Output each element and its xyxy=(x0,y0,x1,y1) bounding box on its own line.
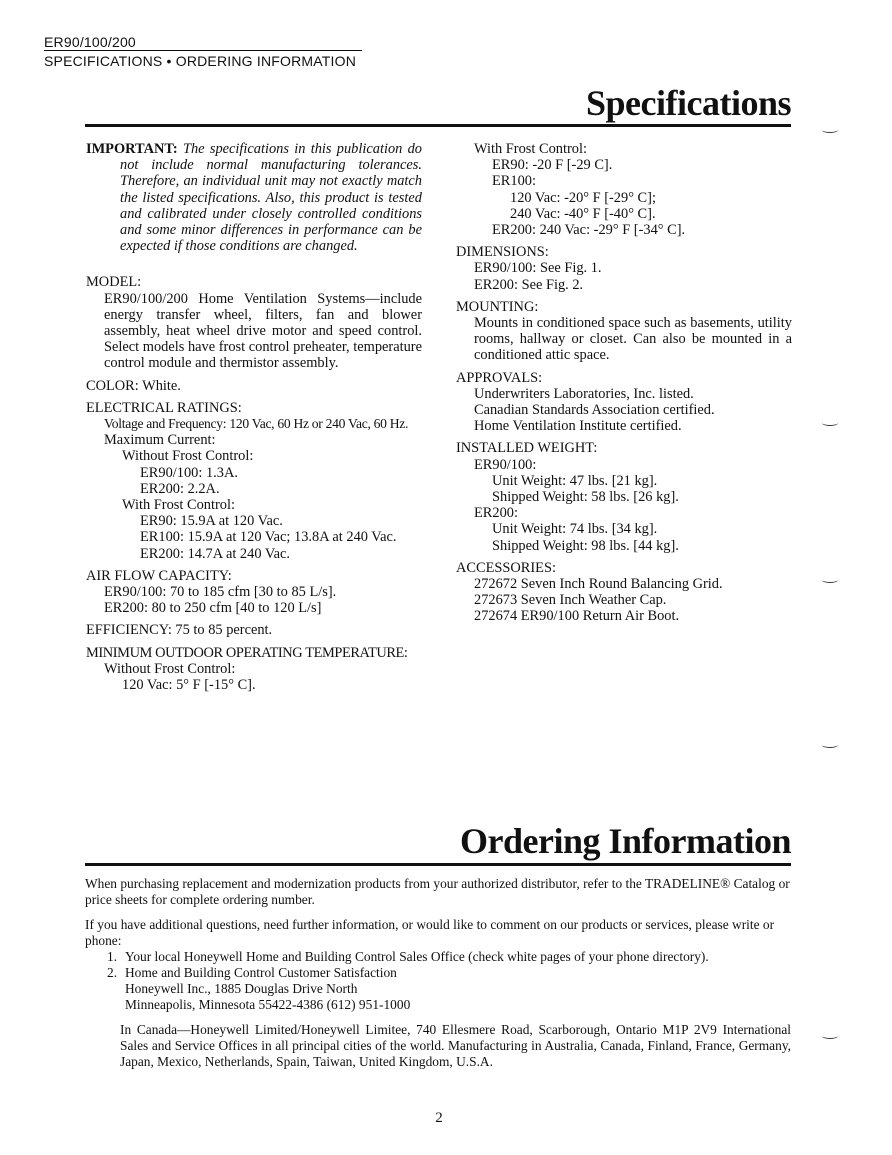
min-temp-er100-240: 240 Vac: -40° F [-40° C]. xyxy=(510,205,656,222)
mounting-label: MOUNTING: xyxy=(456,298,539,315)
approval-hvi: Home Ventilation Institute certified. xyxy=(474,418,682,435)
color-spec: COLOR: White. xyxy=(86,377,181,394)
contact-item-1 xyxy=(85,949,791,965)
accessory-item: 272673 Seven Inch Weather Cap. xyxy=(474,592,667,609)
er90-frost-current: ER90: 15.9A at 120 Vac. xyxy=(140,513,283,530)
with-frost-label: With Frost Control: xyxy=(122,497,235,514)
airflow-er90-100: ER90/100: 70 to 185 cfm [30 to 85 L/s]. xyxy=(104,584,337,601)
airflow-er200: ER200: 80 to 250 cfm [40 to 120 L/s] xyxy=(104,600,322,617)
ordering-rule xyxy=(85,863,791,866)
scan-mark xyxy=(822,742,838,748)
model-text: ER90/100/200 Home Ventilation Systems—include energy transfer wheel, filters, fan and blower assembly, heat wheel drive motor and speed control. Select models have frost control preheater, temperature control module and thermistor assembly. xyxy=(104,290,422,372)
min-temp-with-label: With Frost Control: xyxy=(474,141,587,157)
important-label: IMPORTANT: xyxy=(86,141,178,157)
min-temp-without-label: Without Frost Control: xyxy=(104,660,236,677)
specifications-rule xyxy=(85,124,791,127)
max-current-label: Maximum Current: xyxy=(104,432,216,449)
specifications-left-column xyxy=(86,141,422,693)
mounting-text: Mounts in conditioned space such as basements, utility rooms, hallway or closet. Can also be mounted in a conditioned attic space. xyxy=(474,315,792,364)
ordering-para-canada: In Canada—Honeywell Limited/Honeywell Limitee, 740 Ellesmere Road, Scarborough, Ontario M1P 2V9 International Sales and Service Offices in all principal cities of the world. Manufacturing in Australia, Canada, Finland, France, Germany, Japan, Mexico, Netherlands, Spain, Taiwan, United Kingdom, U.S.A. xyxy=(120,1022,791,1069)
important-note xyxy=(86,141,422,254)
er200-current: ER200: 2.2A. xyxy=(140,480,220,497)
weight-er200-unit: Unit Weight: 74 lbs. [34 kg]. xyxy=(492,521,658,538)
electrical-label: ELECTRICAL RATINGS: xyxy=(86,399,242,416)
efficiency-spec: EFFICIENCY: 75 to 85 percent. xyxy=(86,622,273,639)
weight-er200-label: ER200: xyxy=(474,505,518,522)
page-number: 2 xyxy=(435,1110,443,1126)
contact-item-1-number: 1. xyxy=(107,949,118,964)
important-text: The specifications in this publication do not include normal manufacturing tolerances. Therefore, an individual unit may not exactly match the listed specifications. Also, this product is tested and calibrated under closely controlled conditions and some minor differences in performance can be expected if those conditions are changed. xyxy=(120,141,422,255)
min-temp-er100-120: 120 Vac: -20° F [-29° C]; xyxy=(510,189,656,206)
header-rule xyxy=(44,50,362,51)
airflow-label: AIR FLOW CAPACITY: xyxy=(86,567,232,584)
approvals-label: APPROVALS: xyxy=(456,369,543,386)
min-temp-er100: ER100: xyxy=(492,173,536,190)
min-temp-er200: ER200: 240 Vac: -29° F [-34° C]. xyxy=(492,222,686,239)
scan-mark xyxy=(822,577,838,583)
er90-100-current: ER90/100: 1.3A. xyxy=(140,464,238,481)
dimensions-er200: ER200: See Fig. 2. xyxy=(474,276,584,293)
specifications-title: Specifications xyxy=(586,83,791,123)
min-temp-without-value: 120 Vac: 5° F [-15° C]. xyxy=(122,677,256,694)
accessory-item: 272674 ER90/100 Return Air Boot. xyxy=(474,608,680,625)
weight-er90-100-label: ER90/100: xyxy=(474,456,537,473)
contact-item-2 xyxy=(85,965,791,1013)
document-section-header: SPECIFICATIONS • ORDERING INFORMATION xyxy=(44,53,357,69)
ordering-title: Ordering Information xyxy=(460,821,791,861)
weight-label: INSTALLED WEIGHT: xyxy=(456,440,598,457)
accessory-item: 272672 Seven Inch Round Balancing Grid. xyxy=(474,576,723,593)
weight-er200-shipped: Shipped Weight: 98 lbs. [44 kg]. xyxy=(492,537,679,554)
contact-item-2-number: 2. xyxy=(107,965,118,980)
contact-item-2-line3: Minneapolis, Minnesota 55422-4386 (612) 951-1000 xyxy=(125,997,411,1012)
weight-er90-100-shipped: Shipped Weight: 58 lbs. [26 kg]. xyxy=(492,489,679,506)
ordering-body xyxy=(85,876,791,1070)
dimensions-er90-100: ER90/100: See Fig. 1. xyxy=(474,260,602,277)
scan-mark xyxy=(822,1033,838,1039)
min-temp-er90: ER90: -20 F [-29 C]. xyxy=(492,157,613,174)
document-model-header: ER90/100/200 xyxy=(44,34,136,50)
ordering-para-contact: If you have additional questions, need further information, or would like to comment on our products or services, please write or phone: xyxy=(85,917,775,948)
scan-mark xyxy=(822,127,838,133)
without-frost-label: Without Frost Control: xyxy=(122,448,254,465)
accessories-label: ACCESSORIES: xyxy=(456,559,556,576)
specifications-right-column xyxy=(456,141,792,625)
er100-frost-current: ER100: 15.9A at 120 Vac; 13.8A at 240 Vac. xyxy=(140,529,397,546)
model-label: MODEL: xyxy=(86,274,142,291)
contact-item-2-line1: Home and Building Control Customer Satisfaction xyxy=(125,965,397,980)
voltage-spec: Voltage and Frequency: 120 Vac, 60 Hz or 240 Vac, 60 Hz. xyxy=(104,416,409,432)
contact-item-2-line2: Honeywell Inc., 1885 Douglas Drive North xyxy=(125,981,358,996)
scan-mark xyxy=(822,420,838,426)
min-temp-label: MINIMUM OUTDOOR OPERATING TEMPERATURE: xyxy=(86,644,408,661)
ordering-para-tradeline: When purchasing replacement and modernization products from your authorized distributor, refer to the TRADELINE® Catalog or price sheets for complete ordering number. xyxy=(85,876,790,907)
weight-er90-100-unit: Unit Weight: 47 lbs. [21 kg]. xyxy=(492,472,658,489)
dimensions-label: DIMENSIONS: xyxy=(456,244,549,261)
er200-frost-current: ER200: 14.7A at 240 Vac. xyxy=(140,545,291,562)
approval-csa: Canadian Standards Association certified. xyxy=(474,402,715,419)
approval-ul: Underwriters Laboratories, Inc. listed. xyxy=(474,385,694,402)
contact-item-1-text: Your local Honeywell Home and Building Control Sales Office (check white pages of your phone directory). xyxy=(125,949,709,964)
